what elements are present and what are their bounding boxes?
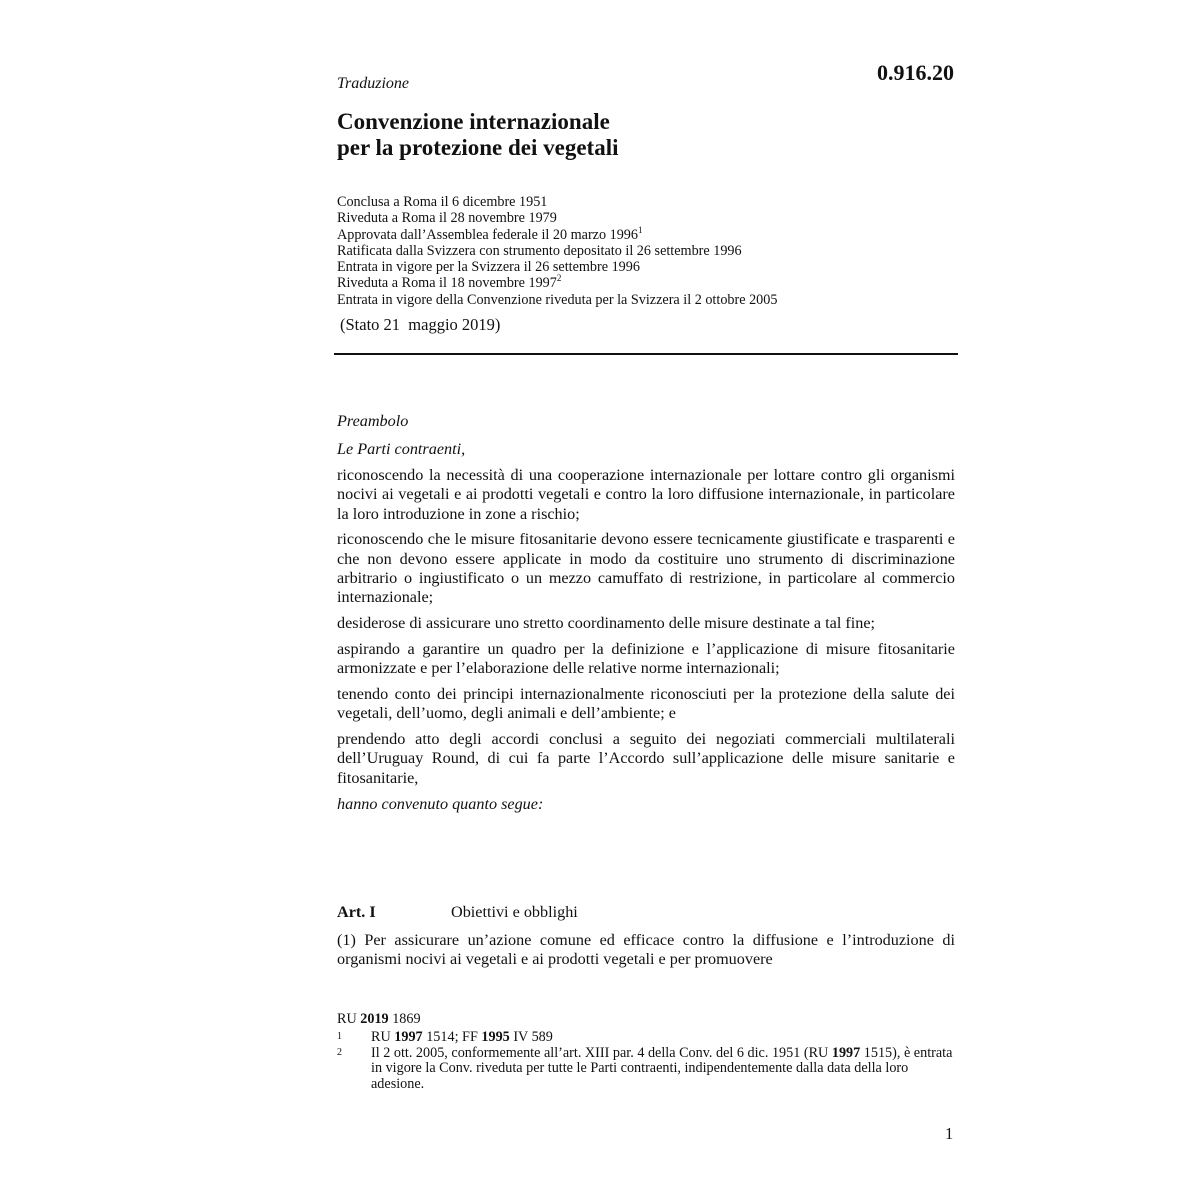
footnote (337, 1046, 957, 1093)
footnote-number: 2 (337, 1046, 342, 1058)
history-line (337, 224, 777, 243)
official-collection-reference (337, 1011, 421, 1028)
preamble-paragraph: riconoscendo che le misure fitosanitarie devono essere tecnicamente giustificate e trasparenti e che non devono essere applicate in modo da costituire uno strumento di discriminazione arbitrario o ingiustificato o un mezzo camuffato di restrizione, in particolare al commercio internazionale; (337, 530, 955, 607)
ru-page: 1869 (392, 1011, 421, 1027)
preamble-closing: hanno convenuto quanto segue: (337, 794, 544, 813)
article-title: Obiettivi e obblighi (451, 903, 578, 921)
history-line: Entrata in vigore per la Svizzera il 26 settembre 1996 (337, 259, 640, 276)
preamble (337, 412, 955, 820)
article-heading (337, 903, 955, 922)
history-line (337, 275, 777, 291)
article-number: Art. I (337, 903, 376, 921)
footnote-text: RU 1997 1514; FF 1995 IV 589 (371, 1029, 553, 1045)
preamble-heading: Preambolo (337, 412, 409, 430)
history-line: Entrata in vigore della Convenzione riveduta per la Svizzera il 2 ottobre 2005 (337, 291, 778, 308)
footnote-number: 1 (337, 1031, 342, 1042)
ru-year: 2019 (360, 1011, 389, 1027)
contracting-parties: Le Parti contraenti, (337, 440, 466, 459)
footnote-ref[interactable]: 2 (556, 273, 562, 284)
page-number: 1 (945, 1124, 954, 1143)
adoption-history (337, 194, 777, 308)
status-date: (Stato 21 maggio 2019) (340, 315, 501, 334)
footnotes (337, 1030, 957, 1092)
footnote-ref[interactable]: 1 (637, 224, 643, 235)
history-line: Conclusa a Roma il 6 dicembre 1951 (337, 194, 548, 210)
history-line: Ratificata dalla Svizzera con strumento depositato il 26 settembre 1996 (337, 242, 742, 259)
preamble-paragraph: desiderose di assicurare uno stretto coordinamento delle misure destinate a tal fine; (337, 614, 876, 633)
article-paragraph: (1) Per assicurare un’azione comune ed efficace contro la diffusione e l’introduzione di organismi nocivi ai vegetali e ai prodotti vegetali e per promuovere (337, 931, 955, 969)
footnote (337, 1030, 957, 1046)
preamble-paragraph: aspirando a garantire un quadro per la definizione e l’applicazione di misure fitosanitarie armonizzate e per l’elaborazione delle relative norme internazionali; (337, 639, 955, 678)
history-line-text: Riveduta a Roma il 18 novembre 1997 (337, 275, 557, 292)
preamble-paragraph: riconoscendo la necessità di una cooperazione internazionale per lottare contro gli organismi nocivi ai vegetali e ai prodotti vegetali e contro la loro diffusione internazionale, in particolare la loro introduzione in zone a rischio; (337, 466, 955, 523)
document-title (337, 109, 618, 161)
sr-number: 0.916.20 (877, 60, 954, 85)
header-divider (334, 353, 958, 355)
preamble-paragraph: tenendo conto dei principi internazionalmente riconosciuti per la protezione della salute dei vegetali, dell’uomo, degli animali e dell’ambiente; e (337, 685, 955, 723)
footnote-text: Il 2 ott. 2005, conformemente all’art. XIII par. 4 della Conv. del 6 dic. 1951 (RU 1997 1515), è entrata in vigore la Conv. riveduta per tutte le Parti contraenti, indipendentemente dalla data della loro adesione. (371, 1044, 953, 1092)
history-line: Riveduta a Roma il 28 novembre 1979 (337, 210, 557, 227)
title-line-1: Convenzione internazionale (337, 109, 610, 134)
translation-label: Traduzione (337, 75, 410, 92)
title-line-2: per la protezione dei vegetali (337, 135, 619, 160)
preamble-paragraph: prendendo atto degli accordi conclusi a seguito dei negoziati commerciali multilaterali dell’Uruguay Round, di cui fa parte l’Accordo sull’applicazione delle misure sanitarie e fitosanitarie, (337, 730, 955, 787)
ru-prefix: RU (337, 1011, 357, 1027)
history-line-text: Approvata dall’Assemblea federale il 20 marzo 1996 (337, 226, 638, 243)
article-1 (337, 903, 955, 969)
